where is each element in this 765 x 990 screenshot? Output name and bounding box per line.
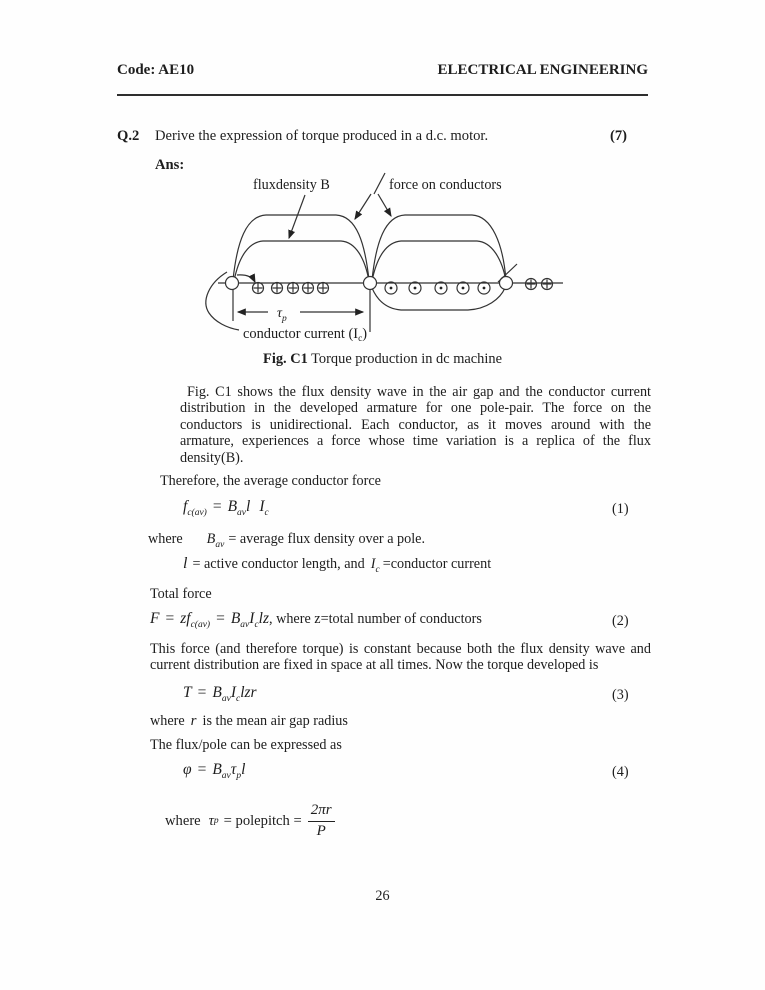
where4-tau-subscript: p [213, 816, 219, 826]
tau-symbol: τ [277, 306, 283, 321]
figure-caption-text: Torque production in dc machine [307, 351, 502, 367]
conductor-current-text: conductor current (I [243, 326, 359, 342]
where1-B-subscript: av [215, 540, 225, 550]
cross-conductor-icon [303, 283, 314, 294]
where-r-line [150, 713, 348, 729]
figure-torque-production [195, 170, 660, 348]
eq3-T: T [183, 684, 192, 701]
equation-3 [183, 684, 257, 704]
question-marks: (7) [610, 128, 628, 144]
eq2-zf-subscript: c(av) [190, 620, 211, 630]
paragraph-torque-constant: This force (and therefore torque) is constant because both the flux density wave and current distribution are fixed in space at all times. Now the torque developed is [150, 641, 651, 674]
where3-lead: where [150, 713, 185, 729]
flux-pole-line: The flux/pole can be expressed as [150, 737, 342, 753]
flux-wave-bottom [372, 288, 505, 310]
equation-4 [183, 761, 245, 781]
cross-conductor-icon [542, 279, 553, 290]
dot-conductor-icon [457, 282, 469, 294]
eq2-I-subscript: c [254, 620, 259, 630]
eq1-B: B [227, 498, 238, 515]
pole-boundary-circle [226, 277, 239, 290]
equation-3-number: (3) [612, 687, 629, 703]
force-arrow-left [355, 194, 371, 219]
equation-4-number: (4) [612, 764, 629, 780]
force-leader-slash [374, 173, 385, 194]
header-rule [117, 94, 648, 96]
pole-boundary-circle [364, 277, 377, 290]
cross-conductor-icon [526, 279, 537, 290]
defs-I: I [370, 556, 376, 572]
equation-2 [150, 610, 482, 630]
eq3-equals: = [197, 684, 207, 701]
fraction-numerator: 2πr [308, 802, 335, 821]
cross-conductor-icon [318, 283, 329, 294]
where4-definition: = polepitch = [223, 812, 302, 829]
total-force-line: Total force [150, 586, 212, 602]
defs-l-text: = active conductor length, and [192, 556, 365, 572]
dot-conductor-icon [478, 282, 490, 294]
page-number: 26 [375, 888, 390, 904]
eq2-B: B [230, 610, 241, 627]
eq1-I: I [259, 498, 265, 515]
eq3-I: I [230, 684, 236, 701]
where1-lead: where [148, 531, 183, 547]
eq4-phi: φ [183, 761, 192, 778]
eq2-equals: = [165, 610, 175, 627]
where1-definition: = average flux density over a pole. [228, 531, 426, 547]
dot-conductor-icon [385, 282, 397, 294]
eq2-where-text: , where z=total number of conductors [269, 611, 482, 627]
answer-label: Ans: [155, 157, 185, 173]
equation-1-number: (1) [612, 501, 629, 517]
cross-conductor-icon [253, 283, 264, 294]
conductor-current-close: ) [362, 326, 368, 342]
eq2-zf: zf [180, 610, 191, 627]
eq4-tau: τ [230, 761, 237, 778]
paragraph-figure-description: Fig. C1 shows the flux density wave in the air gap and the conductor current distribution in the developed armature for one pole-pair. The force on the conductors is unidirectional. Each conductor, as it moves around with the armature, experiences a force whose time variation is a replica of the flux density(B). [180, 384, 651, 466]
equation-1 [183, 498, 269, 518]
cross-conductor-icon [272, 283, 283, 294]
defs-l: l [183, 555, 188, 572]
figure-caption-number: Fig. C1 [263, 351, 308, 367]
header-code: Code: AE10 [117, 62, 195, 78]
eq3-B: B [212, 684, 222, 701]
eq4-equals: = [197, 761, 207, 778]
where4-tau: τ [208, 812, 214, 829]
where3-definition: is the mean air gap radius [202, 713, 348, 729]
where-polepitch-line [165, 798, 335, 844]
question-number: Q.2 [117, 128, 140, 144]
eq2-lz: lz [258, 610, 269, 627]
question-text: Derive the expression of torque produced in a d.c. motor. [155, 128, 489, 144]
force-arrow-right [378, 194, 391, 216]
where1-B: B [206, 531, 216, 547]
eq2-F: F [150, 610, 160, 627]
defs-I-subscript: c [375, 565, 380, 575]
eq1-f: f [183, 498, 188, 515]
length-current-definition [183, 556, 491, 578]
where3-r: r [190, 713, 197, 729]
eq3-lzr: lzr [240, 684, 257, 701]
eq2-equals-2: = [216, 610, 225, 627]
eq2-B-subscript: av [240, 620, 250, 630]
eq1-I-subscript: c [264, 508, 269, 518]
eq4-l: l [241, 761, 246, 778]
flux-wave-left-inner [234, 241, 369, 281]
defs-I-text: =conductor current [382, 556, 492, 572]
eq1-f-subscript: c(av) [187, 508, 207, 518]
equation-2-number: (2) [612, 613, 629, 629]
flux-arrow [289, 195, 305, 238]
conductor-arrow [237, 275, 255, 282]
dot-conductor-icon [409, 282, 421, 294]
cross-conductor-icon [288, 283, 299, 294]
figure-caption [0, 351, 765, 368]
fraction-denominator: P [316, 822, 326, 839]
flux-wave-right-inner [372, 241, 506, 281]
header-title: ELECTRICAL ENGINEERING [437, 62, 648, 78]
where-bav-line [148, 531, 425, 553]
force-on-conductors-label: force on conductors [389, 177, 502, 193]
flux-wave-right-outer [372, 215, 506, 280]
tau-p-label [277, 306, 287, 324]
eq1-equals: = [212, 498, 222, 515]
conductor-current-label [243, 326, 367, 344]
therefore-line: Therefore, the average conductor force [160, 473, 381, 489]
eq1-l: l [246, 498, 251, 515]
conductor-current-subscript: c [358, 334, 363, 344]
eq3-I-subscript: c [235, 694, 241, 704]
dot-conductor-icon [435, 282, 447, 294]
eq3-B-subscript: av [221, 694, 231, 704]
eq4-B: B [212, 761, 222, 778]
where4-lead: where [165, 812, 201, 829]
eq4-tau-subscript: p [236, 771, 242, 781]
eq2-I: I [249, 610, 255, 627]
flux-wave-left-outer [233, 215, 369, 280]
flux-density-label: fluxdensity B [253, 177, 330, 193]
tau-subscript: p [282, 314, 287, 324]
eq1-B-subscript: av [237, 508, 247, 518]
eq4-B-subscript: av [221, 771, 231, 781]
fraction-2pir-over-P [308, 802, 335, 840]
